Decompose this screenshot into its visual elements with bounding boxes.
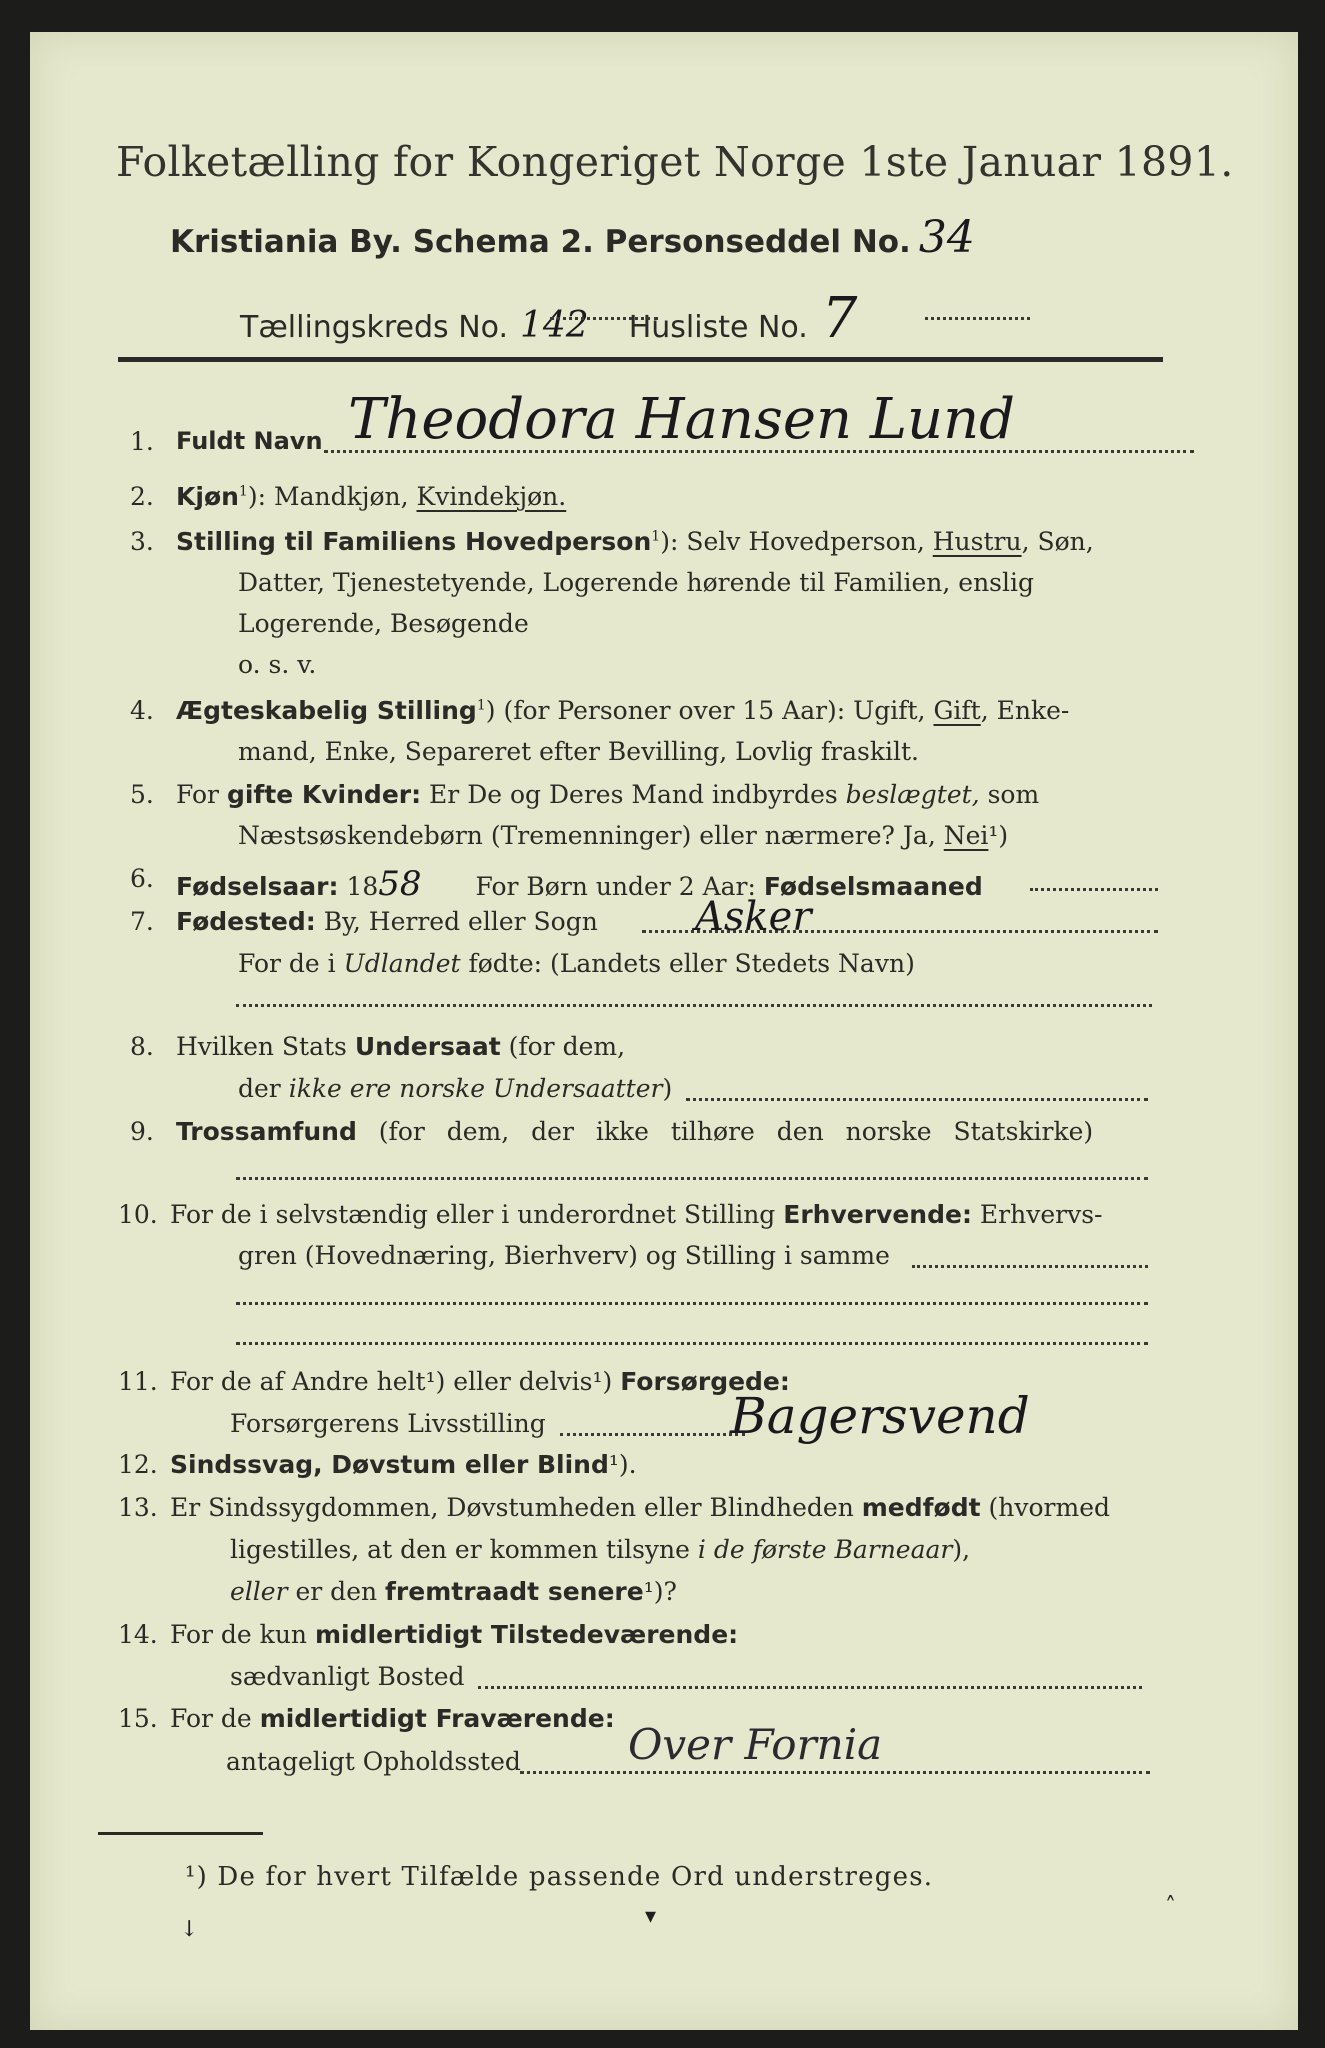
q6-label2: Fødselsmaaned <box>763 872 983 901</box>
q7-number: 7. <box>130 907 154 936</box>
q9-number: 9. <box>130 1117 154 1146</box>
q3-line2: Datter, Tjenestetyende, Logerende hørende til Familien, enslig <box>238 568 1035 597</box>
q15-line2: antageligt Opholdssted <box>226 1747 521 1776</box>
q5-line2 <box>238 821 1008 850</box>
q3-selected: Hustru <box>932 527 1022 556</box>
q2-sup: 1 <box>238 483 248 500</box>
q7-line2-italic: Udlandet <box>343 949 461 978</box>
kreds-number: 142 <box>520 305 589 346</box>
form-title: Folketælling for Kongeriget Norge 1ste Januar 1891. <box>116 138 1234 186</box>
header-rule <box>118 357 1163 362</box>
q13-number: 13. <box>118 1493 158 1522</box>
q3-line1 <box>176 527 1094 556</box>
q11-line2: Forsørgerens Livsstilling <box>230 1409 546 1438</box>
q5-pre: For <box>176 780 227 809</box>
q4-selected: Gift <box>933 696 981 725</box>
q7-line2-pre: For de i <box>238 949 344 978</box>
q13-line3-mid: er den <box>287 1577 386 1606</box>
q12-line <box>170 1450 637 1479</box>
q10-line2: gren (Hovednæring, Bierhverv) og Stilling i samme <box>238 1241 890 1270</box>
q15-pre: For de <box>170 1704 260 1733</box>
q5-line2-text: Næstsøskendebørn (Tremenninger) eller nærmere? Ja, <box>238 821 944 850</box>
q10-number: 10. <box>118 1200 158 1229</box>
q6-mid: For Børn under 2 Aar: <box>467 872 764 901</box>
q3-number: 3. <box>130 527 154 556</box>
header-line3 <box>240 286 857 351</box>
q13-pre: Er Sindssygdommen, Døvstumheden eller Blindheden <box>170 1493 862 1522</box>
q2-label: Kjøn <box>176 482 239 511</box>
q10-pre: For de i selvstændig eller i underordnet Stilling <box>170 1200 784 1229</box>
provider-occupation-value: Bagersvend <box>730 1387 1030 1445</box>
q5-mid: Er De og Deres Mand indbyrdes <box>421 780 846 809</box>
q5-line1 <box>176 780 1039 809</box>
q10-line1 <box>170 1200 1102 1229</box>
ink-mark-right: ˄ <box>1165 1894 1176 1919</box>
full-name-value: Theodora Hansen Lund <box>348 387 1015 452</box>
q2-selected: Kvindekjøn. <box>416 482 567 511</box>
ink-mark-left: ↓ <box>180 1917 199 1942</box>
q4-line1 <box>176 696 1069 725</box>
q13-line3 <box>230 1577 677 1606</box>
q11-label: Forsørgede: <box>620 1367 790 1396</box>
q13-line3-label: fremtraadt senere <box>385 1577 644 1606</box>
q8-label: Undersaat <box>354 1032 501 1061</box>
q14-line1 <box>170 1620 738 1649</box>
q4-sup: 1 <box>476 697 486 714</box>
q5-italic: beslægtet, <box>845 780 980 809</box>
q6-number: 6. <box>130 864 154 893</box>
q7-line1 <box>176 907 598 936</box>
q4-line2: mand, Enke, Separeret efter Bevilling, Lovlig fraskilt. <box>238 737 919 766</box>
header-line2-prefix: Kristiania By. Schema 2. Personseddel No. <box>170 224 911 260</box>
q10-label: Erhvervende: <box>783 1200 972 1229</box>
q12-post: ¹). <box>608 1450 637 1479</box>
q10-post: Erhvervs- <box>971 1200 1103 1229</box>
birth-year-value: 58 <box>378 864 422 904</box>
q2-line <box>176 482 566 511</box>
q7-line2-post: fødte: (Landets eller Stedets Navn) <box>460 949 915 978</box>
footnote-rule <box>98 1832 263 1835</box>
q14-label: midlertidigt Tilstedeværende: <box>314 1620 739 1649</box>
q8-number: 8. <box>130 1032 154 1061</box>
q4-label: Ægteskabelig Stilling <box>176 696 477 725</box>
q8-line2-post: ) <box>662 1074 673 1103</box>
q7-label: Fødested: <box>176 907 316 936</box>
q13-line3-post: ¹)? <box>643 1577 677 1606</box>
q8-line1 <box>176 1032 625 1061</box>
q8-post: (for dem, <box>500 1032 626 1061</box>
q13-line2-pre: ligestilles, at den er kommen tilsyne <box>230 1535 698 1564</box>
q6-label: Fødselsaar: <box>176 872 339 901</box>
q9-post: (for dem, der ikke tilhøre den norske Statskirke) <box>356 1117 1094 1146</box>
q8-line2 <box>238 1074 672 1103</box>
q3-line3: Logerende, Besøgende <box>238 609 529 638</box>
kreds-label: Tællingskreds No. <box>240 310 508 345</box>
q5-line2-end: ¹) <box>988 821 1009 850</box>
personseddel-number: 34 <box>918 212 975 263</box>
q13-line2-post: ), <box>952 1535 971 1564</box>
q4-post: , Enke- <box>980 696 1070 725</box>
census-form <box>30 32 1298 2030</box>
q13-line1 <box>170 1493 1110 1522</box>
q7-mid: By, Herred eller Sogn <box>315 907 598 936</box>
q5-label: gifte Kvinder: <box>226 780 422 809</box>
q15-number: 15. <box>118 1704 158 1733</box>
q13-line2 <box>230 1535 970 1564</box>
q3-label: Stilling til Familiens Hovedperson <box>176 527 652 556</box>
q11-line1 <box>170 1367 790 1396</box>
q3-sup: 1 <box>651 528 661 545</box>
q14-pre: For de kun <box>170 1620 315 1649</box>
q13-post: (hvormed <box>980 1493 1110 1522</box>
q6-year-prefix: 18 <box>338 872 379 901</box>
q2-number: 2. <box>130 482 154 511</box>
temporary-residence-value: Over Fornia <box>628 1720 883 1769</box>
ink-mark-center: ▾ <box>645 1904 657 1929</box>
q1-label: Fuldt Navn <box>176 427 323 455</box>
q11-number: 11. <box>118 1367 158 1396</box>
q13-line2-italic: i de første Barneaar <box>697 1535 953 1564</box>
q3-post: , Søn, <box>1021 527 1094 556</box>
husliste-label: Husliste No. <box>628 310 808 345</box>
q9-label: Trossamfund <box>176 1117 357 1146</box>
q14-number: 14. <box>118 1620 158 1649</box>
header-line2 <box>170 212 975 263</box>
q12-number: 12. <box>118 1450 158 1479</box>
q1-number: 1. <box>130 427 154 456</box>
q15-label: midlertidigt Fraværende: <box>259 1704 615 1733</box>
q2-rest: ): Mandkjøn, <box>247 482 417 511</box>
husliste-number: 7 <box>821 286 858 351</box>
q4-pre: ) (for Personer over 15 Aar): Ugift, <box>485 696 934 725</box>
q3-pre: ): Selv Hovedperson, <box>660 527 933 556</box>
q5-number: 5. <box>130 780 154 809</box>
q7-line2 <box>238 949 915 978</box>
q8-pre: Hvilken Stats <box>176 1032 355 1061</box>
q13-line3-italic: eller <box>230 1577 288 1606</box>
q8-line2-italic: ikke ere norske Undersaatter <box>288 1074 663 1103</box>
q9-line <box>176 1117 1093 1146</box>
q5-post: som <box>979 780 1040 809</box>
birthplace-value: Asker <box>695 894 812 940</box>
q8-line2-pre: der <box>238 1074 289 1103</box>
q14-line2: sædvanligt Bosted <box>230 1662 465 1691</box>
q3-line4: o. s. v. <box>238 650 317 679</box>
q5-selected: Nei <box>943 821 989 850</box>
q13-label: medfødt <box>861 1493 981 1522</box>
footnote: ¹) De for hvert Tilfælde passende Ord understreges. <box>185 1862 934 1892</box>
q4-number: 4. <box>130 696 154 725</box>
q11-pre: For de af Andre helt¹) eller delvis¹) <box>170 1367 621 1396</box>
q15-line1 <box>170 1704 615 1733</box>
q12-label: Sindssvag, Døvstum eller Blind <box>170 1450 609 1479</box>
q6-line <box>176 864 983 904</box>
